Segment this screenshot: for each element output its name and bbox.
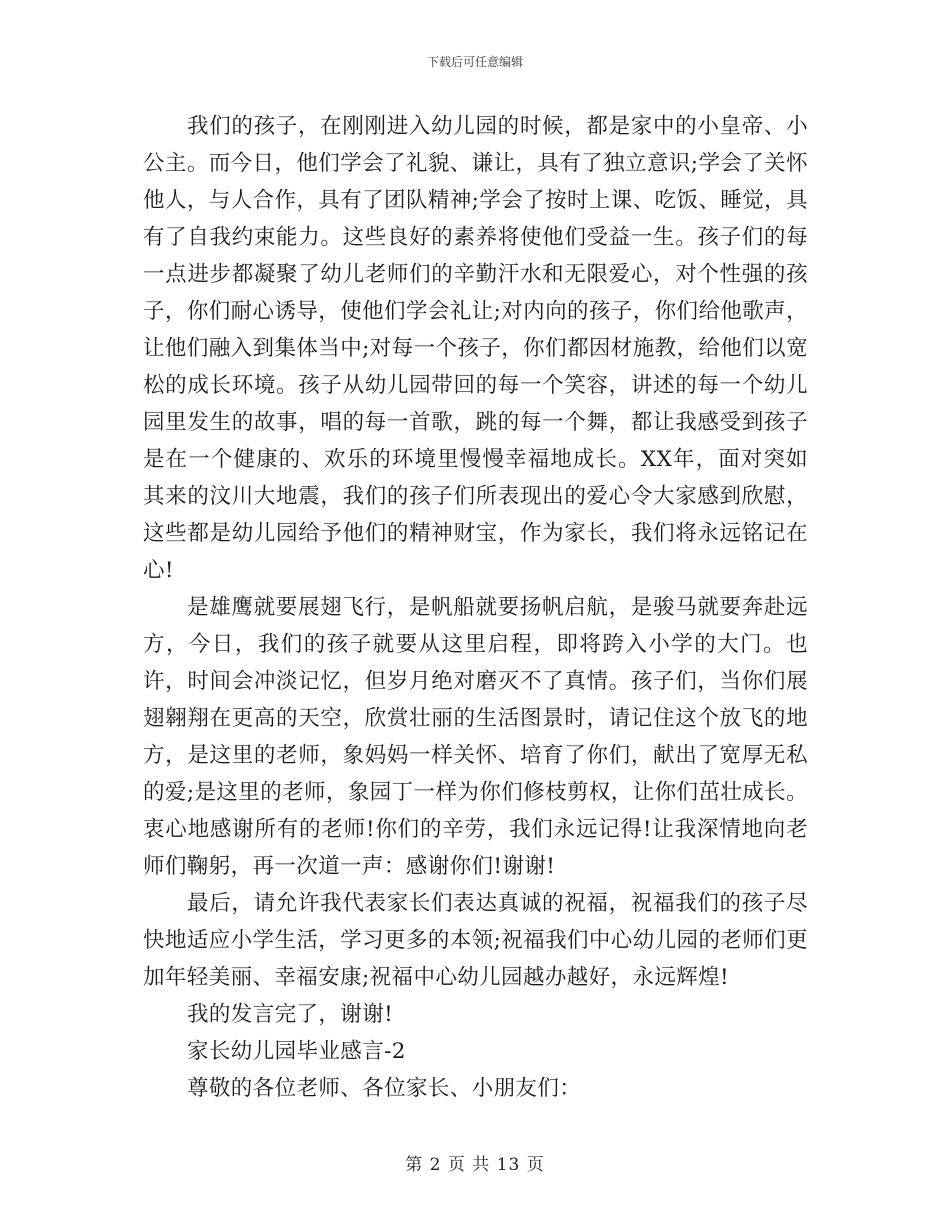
paragraph-farewell-gratitude: 是雄鹰就要展翅飞行，是帆船就要扬帆启航，是骏马就要奔赴远方，今日，我们的孩子就要从这里启程，即将跨入小学的大门。也许，时间会冲淡记忆，但岁月绝对磨灭不了真情。孩子们，当你们展翅翱翔在更高的天空，欣赏壮丽的生活图景时，请记住这个放飞的地方，是这里的老师，象妈妈一样关怀、培育了你们，献出了宽厚无私的爱;是这里的老师，象园丁一样为你们修枝剪权，让你们茁壮成长。衷心地感谢所有的老师!你们的辛劳，我们永远记得!让我深情地向老师们鞠躬，再一次道一声：感谢你们!谢谢!: [143, 595, 808, 879]
paragraph-salutation: 尊敬的各位老师、各位家长、小朋友们：: [187, 1076, 582, 1101]
section-heading: 家长幼儿园毕业感言-2: [187, 1039, 406, 1064]
paragraph-blessings: 最后，请允许我代表家长们表达真诚的祝福，祝福我们的孩子尽快地适应小学生活，学习更多的本领;祝福我们中心幼儿园的老师们更加年轻美丽、幸福安康;祝福中心幼儿园越办越好，永远辉煌!: [143, 891, 808, 990]
paragraph-closing: 我的发言完了，谢谢!: [187, 1002, 394, 1027]
paragraph-children-growth: 我们的孩子，在刚刚进入幼儿园的时候，都是家中的小皇帝、小公主。而今日，他们学会了礼貌、谦让，具有了独立意识;学会了关怀他人，与人合作，具有了团队精神;学会了按时上课、吃饭、睡觉，具有了自我约束能力。这些良好的素养将使他们受益一生。孩子们的每一点进步都凝聚了幼儿老师们的辛勤汗水和无限爱心，对个性强的孩子，你们耐心诱导，使他们学会礼让;对内向的孩子，你们给他歌声，让他们融入到集体当中;对每一个孩子，你们都因材施教，给他们以宽松的成长环境。孩子从幼儿园带回的每一个笑容，讲述的每一个幼儿园里发生的故事，唱的每一首歌，跳的每一个舞，都让我感受到孩子是在一个健康的、欢乐的环境里慢慢幸福地成长。XX年，面对突如其来的汶川大地震，我们的孩子们所表现出的爱心令大家感到欣慰，这些都是幼儿园给予他们的精神财宝，作为家长，我们将永远铭记在心!: [143, 114, 808, 583]
page-number-footer: 第 2 页 共 13 页: [405, 1155, 545, 1175]
document-body: [143, 108, 808, 1107]
page-header: 下载后可任意编辑: [426, 55, 523, 69]
